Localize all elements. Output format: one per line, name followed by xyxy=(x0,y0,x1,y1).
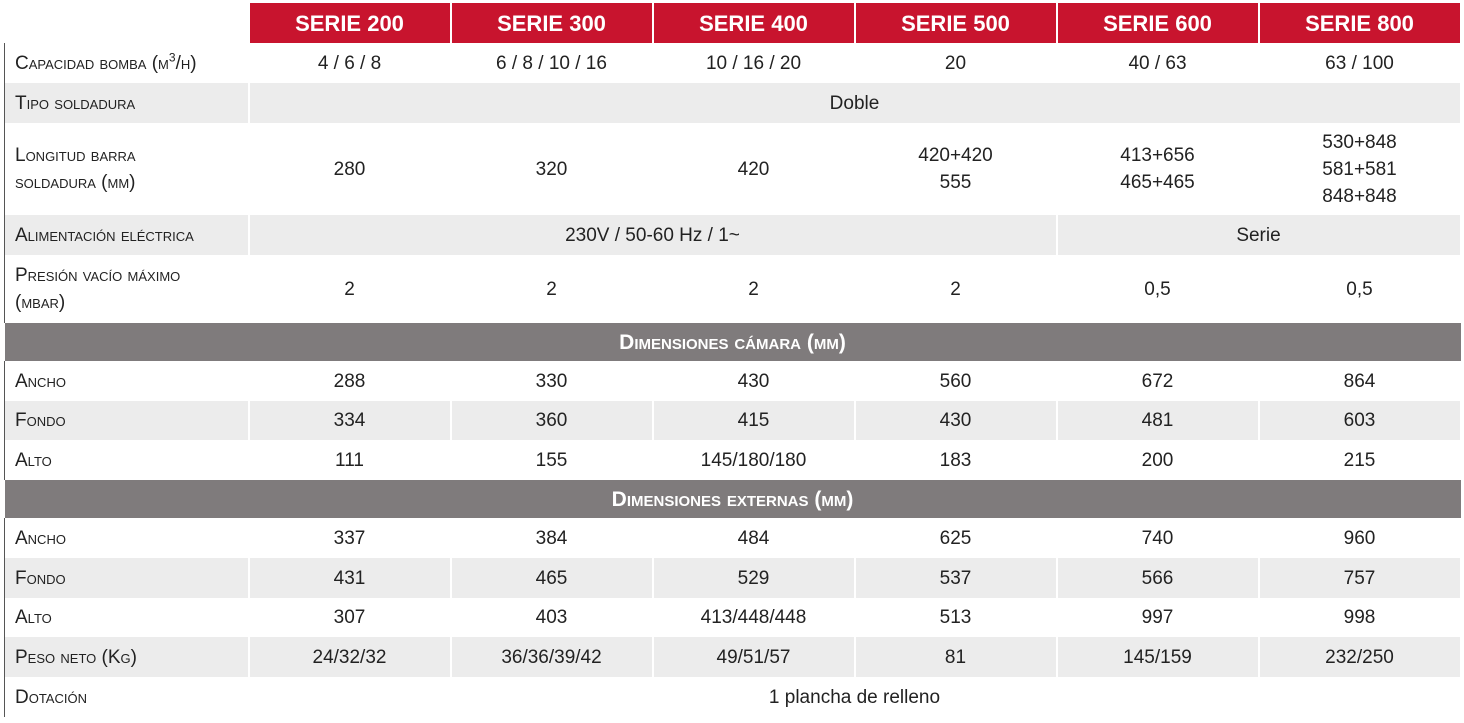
label-presion: Presión vacío máximo (mbar) xyxy=(5,255,249,323)
cell: 430 xyxy=(653,361,855,401)
label-alimentacion: Alimentación eléctrica xyxy=(5,215,249,255)
cell: 481 xyxy=(1057,401,1259,440)
row-externas-ancho xyxy=(5,518,1461,558)
cell: 111 xyxy=(249,440,451,480)
cell: 320 xyxy=(451,123,653,215)
spec-table xyxy=(4,3,1462,717)
row-alimentacion xyxy=(5,215,1461,255)
cell: 384 xyxy=(451,518,653,558)
cell: 200 xyxy=(1057,440,1259,480)
cell: 672 xyxy=(1057,361,1259,401)
cell: 81 xyxy=(855,637,1057,677)
cell: 334 xyxy=(249,401,451,440)
cell: 10 / 16 / 20 xyxy=(653,43,855,83)
cell: 513 xyxy=(855,598,1057,637)
cell: 430 xyxy=(855,401,1057,440)
cell: 2 xyxy=(855,255,1057,323)
label-tipo: Tipo soldadura xyxy=(5,83,249,123)
cell: 566 xyxy=(1057,558,1259,598)
label-peso: Peso neto (Kg) xyxy=(5,637,249,677)
cell: 0,5 xyxy=(1057,255,1259,323)
cell: 757 xyxy=(1259,558,1461,598)
cell-dotacion-value: 1 plancha de relleno xyxy=(249,677,1461,717)
cell: 530+848 581+581 848+848 xyxy=(1259,123,1461,215)
cell-alimentacion-a: 230V / 50-60 Hz / 1~ xyxy=(249,215,1057,255)
cell: 2 xyxy=(451,255,653,323)
row-presion xyxy=(5,255,1461,323)
cell: 998 xyxy=(1259,598,1461,637)
section-camara xyxy=(5,323,1461,361)
cell: 560 xyxy=(855,361,1057,401)
cell: 145/180/180 xyxy=(653,440,855,480)
cell: 431 xyxy=(249,558,451,598)
cell: 145/159 xyxy=(1057,637,1259,677)
cell-alimentacion-b: Serie xyxy=(1057,215,1461,255)
cell: 537 xyxy=(855,558,1057,598)
row-camara-fondo xyxy=(5,401,1461,440)
cell: 330 xyxy=(451,361,653,401)
cell: 420 xyxy=(653,123,855,215)
label-capacidad: Capacidad bomba $(m^3/h)$ xyxy=(5,43,249,83)
cell: 484 xyxy=(653,518,855,558)
cell: 403 xyxy=(451,598,653,637)
row-capacidad xyxy=(5,43,1461,83)
cell: 40 / 63 xyxy=(1057,43,1259,83)
cell: 183 xyxy=(855,440,1057,480)
header-serie-800: SERIE 800 xyxy=(1259,3,1461,43)
cell: 997 xyxy=(1057,598,1259,637)
cell: 24/32/32 xyxy=(249,637,451,677)
label-externas-alto: Alto xyxy=(5,598,249,637)
cell: 0,5 xyxy=(1259,255,1461,323)
header-serie-600: SERIE 600 xyxy=(1057,3,1259,43)
cell: 603 xyxy=(1259,401,1461,440)
cell: 960 xyxy=(1259,518,1461,558)
label-camara-alto: Alto xyxy=(5,440,249,480)
cell: 337 xyxy=(249,518,451,558)
cell: 36/36/39/42 xyxy=(451,637,653,677)
row-camara-alto xyxy=(5,440,1461,480)
cell: 6 / 8 / 10 / 16 xyxy=(451,43,653,83)
label-camara-fondo: Fondo xyxy=(5,401,249,440)
section-title-externas: Dimensiones externas (mm) xyxy=(5,480,1461,518)
cell: 420+420 555 xyxy=(855,123,1057,215)
row-dotacion xyxy=(5,677,1461,717)
cell: 155 xyxy=(451,440,653,480)
row-peso xyxy=(5,637,1461,677)
cell: 625 xyxy=(855,518,1057,558)
header-serie-400: SERIE 400 xyxy=(653,3,855,43)
section-externas xyxy=(5,480,1461,518)
cell: 740 xyxy=(1057,518,1259,558)
cell: 360 xyxy=(451,401,653,440)
header-corner xyxy=(5,3,249,43)
cell: 864 xyxy=(1259,361,1461,401)
cell: 288 xyxy=(249,361,451,401)
cell: 20 xyxy=(855,43,1057,83)
cell: 465 xyxy=(451,558,653,598)
cell: 280 xyxy=(249,123,451,215)
row-camara-ancho xyxy=(5,361,1461,401)
cell: 63 / 100 xyxy=(1259,43,1461,83)
label-camara-ancho: Ancho xyxy=(5,361,249,401)
row-longitud xyxy=(5,123,1461,215)
cell-tipo-value: Doble xyxy=(249,83,1461,123)
row-tipo xyxy=(5,83,1461,123)
header-serie-500: SERIE 500 xyxy=(855,3,1057,43)
header-row xyxy=(5,3,1461,43)
header-serie-300: SERIE 300 xyxy=(451,3,653,43)
cell: 215 xyxy=(1259,440,1461,480)
header-serie-200: SERIE 200 xyxy=(249,3,451,43)
label-longitud: Longitud barra soldadura (mm) xyxy=(5,123,249,215)
cell: 529 xyxy=(653,558,855,598)
row-externas-alto xyxy=(5,598,1461,637)
section-title-camara: Dimensiones cámara (mm) xyxy=(5,323,1461,361)
cell: 307 xyxy=(249,598,451,637)
cell: 2 xyxy=(653,255,855,323)
cell: 49/51/57 xyxy=(653,637,855,677)
label-externas-ancho: Ancho xyxy=(5,518,249,558)
cell: 413+656 465+465 xyxy=(1057,123,1259,215)
cell: 413/448/448 xyxy=(653,598,855,637)
label-externas-fondo: Fondo xyxy=(5,558,249,598)
cell: 2 xyxy=(249,255,451,323)
cell: 415 xyxy=(653,401,855,440)
cell: 4 / 6 / 8 xyxy=(249,43,451,83)
cell: 232/250 xyxy=(1259,637,1461,677)
label-dotacion: Dotación xyxy=(5,677,249,717)
row-externas-fondo xyxy=(5,558,1461,598)
